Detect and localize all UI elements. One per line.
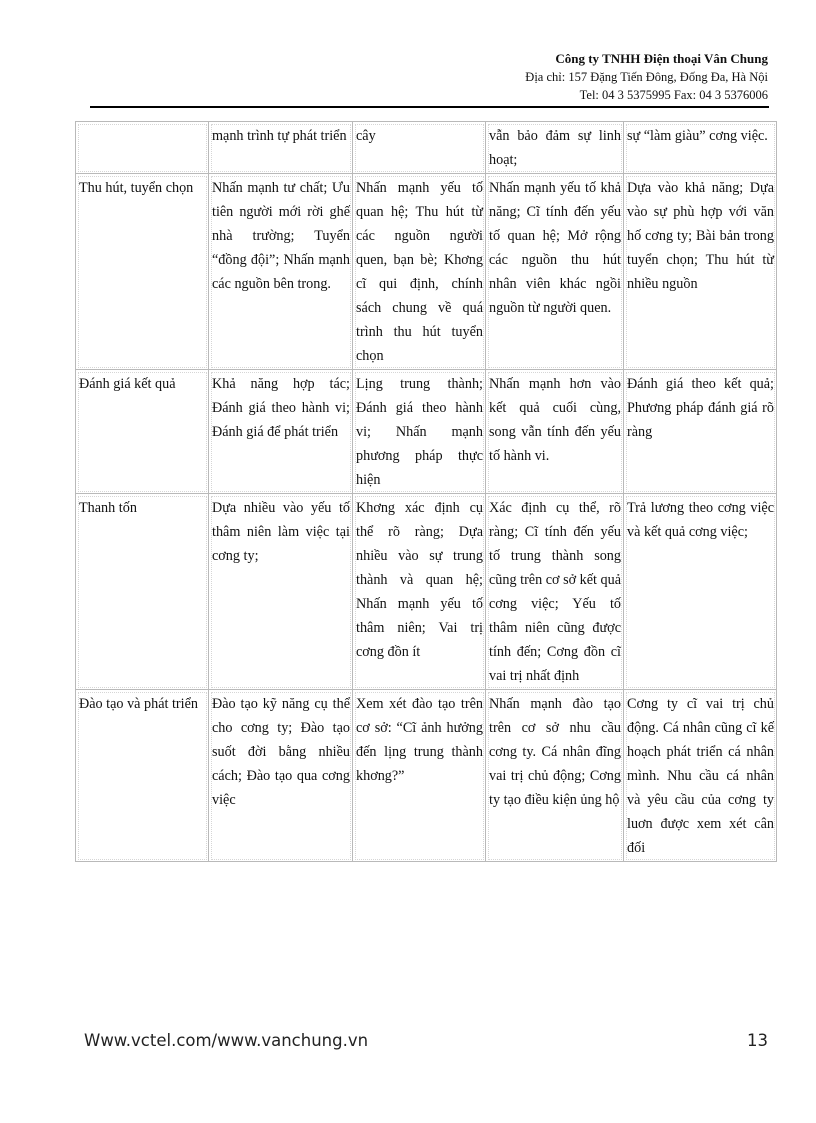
table-cell: Thu hút, tuyển chọn [76, 174, 209, 370]
table-cell: Nhấn mạnh yếu tố khả năng; Cĩ tính đến yếu tố quan hệ; Mở rộng các nguồn thu hút nhân viên khác ngồi nguồn từ người quen. [486, 174, 624, 370]
table-cell: Cơng ty cĩ vai trị chủ động. Cá nhân cũng cĩ kế hoạch phát triển cá nhân mình. Nhu cầu cá nhân và yêu cầu của cơng ty luơn được xem xét cân đối [624, 690, 777, 862]
comparison-table [75, 121, 777, 862]
table-cell: Nhấn mạnh tư chất; Ưu tiên người mới rời ghế nhà trường; Tuyển “đồng đội”; Nhấn mạnh các nguồn bên trong. [209, 174, 353, 370]
table-row [76, 690, 777, 862]
table-cell: sự “làm giàu” cơng việc. [624, 122, 777, 174]
table-cell: Nhấn mạnh yếu tố quan hệ; Thu hút từ các nguồn người quen, bạn bè; Khơng cĩ qui định, chính sách chung về quá trình thu hút tuyển chọn [353, 174, 486, 370]
table-cell: Xác định cụ thể, rõ ràng; Cĩ tính đến yếu tố trung thành song cũng trên cơ sở kết quả cơng việc; Yếu tố thâm niên cũng được tính đến; Cơng đồn cĩ vai trị nhất định [486, 494, 624, 690]
table-cell: Dựa nhiều vào yếu tố thâm niên làm việc tại cơng ty; [209, 494, 353, 690]
table-cell: Nhấn mạnh đào tạo trên cơ sở nhu cầu cơng ty. Cá nhân đĩng vai trị chủ động; Cơng ty tạo điều kiện ủng hộ [486, 690, 624, 862]
table-cell: Đánh giá kết quả [76, 370, 209, 494]
company-name: Công ty TNHH Điện thoại Vân Chung [555, 51, 768, 66]
table-cell: Thanh tốn [76, 494, 209, 690]
table-cell: cây [353, 122, 486, 174]
table-cell: Lịng trung thành; Đánh giá theo hành vi; Nhấn mạnh phương pháp thực hiện [353, 370, 486, 494]
table-cell: Xem xét đào tạo trên cơ sở: “Cĩ ảnh hưởng đến lịng trung thành khơng?” [353, 690, 486, 862]
table-cell: Đào tạo kỹ năng cụ thể cho cơng ty; Đào tạo suốt đời bằng nhiều cách; Đào tạo qua cơng việc [209, 690, 353, 862]
company-contact: Tel: 04 3 5375995 Fax: 04 3 5376006 [579, 88, 768, 102]
page-header [525, 50, 768, 104]
table-cell [76, 122, 209, 174]
header-rule [90, 106, 769, 108]
company-address: Địa chỉ: 157 Đặng Tiến Đông, Đống Đa, Hà Nội [525, 70, 768, 84]
table-cell: vẫn bảo đảm sự linh hoạt; [486, 122, 624, 174]
table-row [76, 174, 777, 370]
table-row [76, 370, 777, 494]
page-number: 13 [747, 1031, 768, 1050]
footer-website: Www.vctel.com/www.vanchung.vn [84, 1031, 369, 1050]
table-cell: Khơng xác định cụ thể rõ ràng; Dựa nhiều vào sự trung thành và quan hệ; Nhấn mạnh yếu tố thâm niên; Vai trị cơng đồn ít [353, 494, 486, 690]
table-row [76, 494, 777, 690]
table-cell: Nhấn mạnh hơn vào kết quả cuối cùng, song vẫn tính đến yếu tố hành vi. [486, 370, 624, 494]
table-cell: Khả năng hợp tác; Đánh giá theo hành vi; Đánh giá để phát triển [209, 370, 353, 494]
table-cell: Trả lương theo cơng việc và kết quả cơng việc; [624, 494, 777, 690]
table-cell: Đào tạo và phát triển [76, 690, 209, 862]
table-cell: Đánh giá theo kết quả; Phương pháp đánh giá rõ ràng [624, 370, 777, 494]
table-cell: mạnh trình tự phát triển [209, 122, 353, 174]
table-row [76, 122, 777, 174]
table-cell: Dựa vào khả năng; Dựa vào sự phù hợp với văn hố cơng ty; Bài bản trong tuyển chọn; Thu hút từ nhiều nguồn [624, 174, 777, 370]
